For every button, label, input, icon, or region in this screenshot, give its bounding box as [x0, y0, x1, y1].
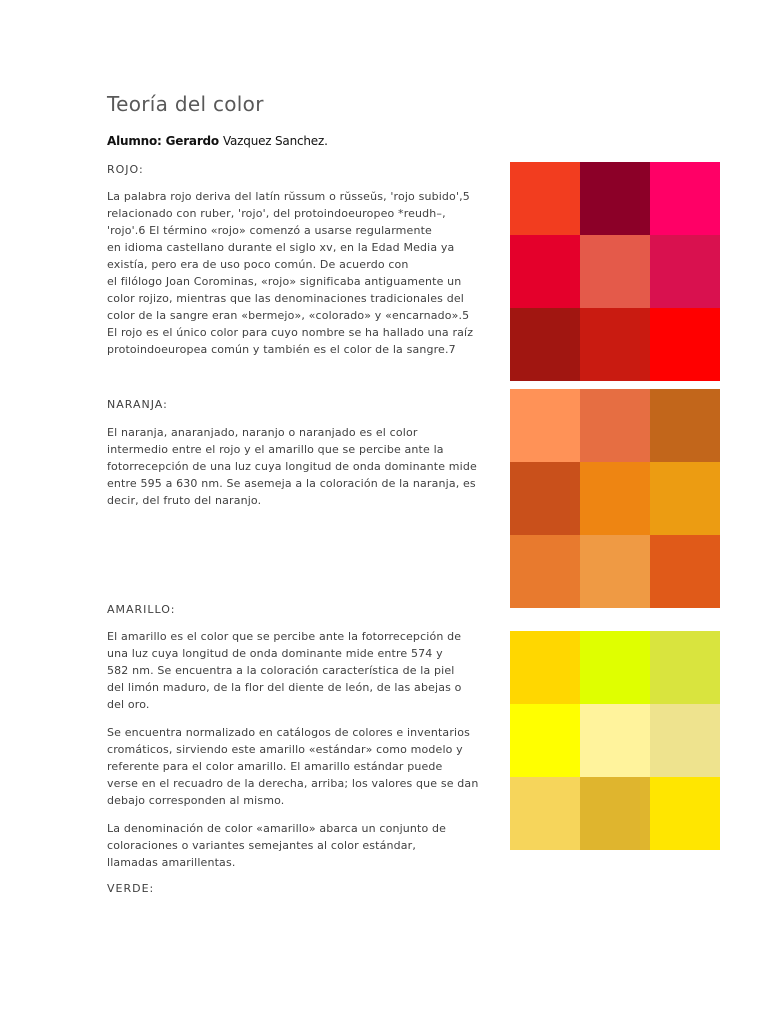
text-line: referente para el color amarillo. El amarillo estándar puede [107, 760, 443, 773]
text-line: 582 nm. Se encuentra a la coloración característica de la piel [107, 664, 455, 677]
color-swatch [650, 389, 720, 462]
student-surname: Vazquez Sanchez. [222, 134, 328, 148]
section-heading-verde: VERDE: [107, 882, 155, 895]
text-line: el filólogo Joan Corominas, «rojo» significaba antiguamente un [107, 275, 462, 288]
text-line: 'rojo'.6 El término «rojo» comenzó a usarse regularmente [107, 224, 432, 237]
color-swatch [650, 462, 720, 535]
color-swatch [580, 631, 650, 704]
paragraph-amarillo-3 [107, 820, 499, 871]
color-swatch [650, 535, 720, 608]
color-swatch [510, 777, 580, 850]
text-line: fotorrecepción de una luz cuya longitud de onda dominante mide [107, 460, 477, 473]
color-swatch [510, 535, 580, 608]
paragraph-amarillo-2 [107, 724, 499, 809]
text-line: una luz cuya longitud de onda dominante mide entre 574 y [107, 647, 443, 660]
color-swatch [650, 235, 720, 308]
text-line: coloraciones o variantes semejantes al color estándar, [107, 839, 417, 852]
color-swatch [580, 462, 650, 535]
color-swatch [510, 389, 580, 462]
color-swatch [580, 389, 650, 462]
text-line: El amarillo es el color que se percibe ante la fotorrecepción de [107, 630, 462, 643]
text-line: color rojizo, mientras que las denominaciones tradicionales del [107, 292, 464, 305]
text-line: El naranja, anaranjado, naranjo o naranjado es el color [107, 426, 418, 439]
text-line: La denominación de color «amarillo» abarca un conjunto de [107, 822, 447, 835]
section-heading-rojo: ROJO: [107, 163, 144, 176]
text-line: llamadas amarillentas. [107, 856, 236, 869]
color-swatch [580, 235, 650, 308]
color-swatch [650, 308, 720, 381]
text-line: La palabra rojo deriva del latín rŭssum o rŭsseŭs, 'rojo subido',5 [107, 190, 470, 203]
page-title: Teoría del color [107, 92, 264, 116]
text-line: El rojo es el único color para cuyo nombre se ha hallado una raíz [107, 326, 474, 339]
text-line: verse en el recuadro de la derecha, arriba; los valores que se dan [107, 777, 479, 790]
text-line: relacionado con ruber, 'rojo', del protoindoeuropeo *reudh–, [107, 207, 446, 220]
color-swatch [650, 777, 720, 850]
color-swatch [650, 631, 720, 704]
color-swatch [650, 162, 720, 235]
section-heading-amarillo: AMARILLO: [107, 603, 176, 616]
swatch-grid-amarillo [510, 631, 720, 850]
color-swatch [510, 462, 580, 535]
text-line: del oro. [107, 698, 150, 711]
color-swatch [510, 235, 580, 308]
text-line: existía, pero era de uso poco común. De acuerdo con [107, 258, 409, 271]
text-line: Se encuentra normalizado en catálogos de colores e inventarios [107, 726, 470, 739]
color-swatch [510, 631, 580, 704]
color-swatch [580, 535, 650, 608]
text-line: intermedio entre el rojo y el amarillo que se percibe ante la [107, 443, 444, 456]
section-heading-naranja: NARANJA: [107, 398, 168, 411]
text-line: color de la sangre eran «bermejo», «colorado» y «encarnado».5 [107, 309, 470, 322]
color-swatch [580, 777, 650, 850]
color-swatch [510, 704, 580, 777]
color-swatch [580, 704, 650, 777]
color-swatch [650, 704, 720, 777]
text-line: del limón maduro, de la flor del diente de león, de las abejas o [107, 681, 462, 694]
color-swatch [580, 162, 650, 235]
text-line: en idioma castellano durante el siglo xv, en la Edad Media ya [107, 241, 455, 254]
text-line: entre 595 a 630 nm. Se asemeja a la coloración de la naranja, es [107, 477, 476, 490]
color-swatch [580, 308, 650, 381]
text-line: decir, del fruto del naranjo. [107, 494, 262, 507]
student-name [107, 134, 328, 148]
swatch-grid-rojo [510, 162, 720, 381]
text-line: debajo corresponden al mismo. [107, 794, 285, 807]
paragraph-amarillo-1 [107, 628, 499, 713]
color-swatch [510, 308, 580, 381]
text-line: cromáticos, sirviendo este amarillo «estándar» como modelo y [107, 743, 463, 756]
paragraph-naranja-1 [107, 424, 499, 509]
paragraph-rojo-1 [107, 188, 499, 358]
swatch-grid-naranja [510, 389, 720, 608]
color-swatch [510, 162, 580, 235]
text-line: protoindoeuropea común y también es el color de la sangre.7 [107, 343, 456, 356]
student-label: Alumno: Gerardo [107, 134, 219, 148]
